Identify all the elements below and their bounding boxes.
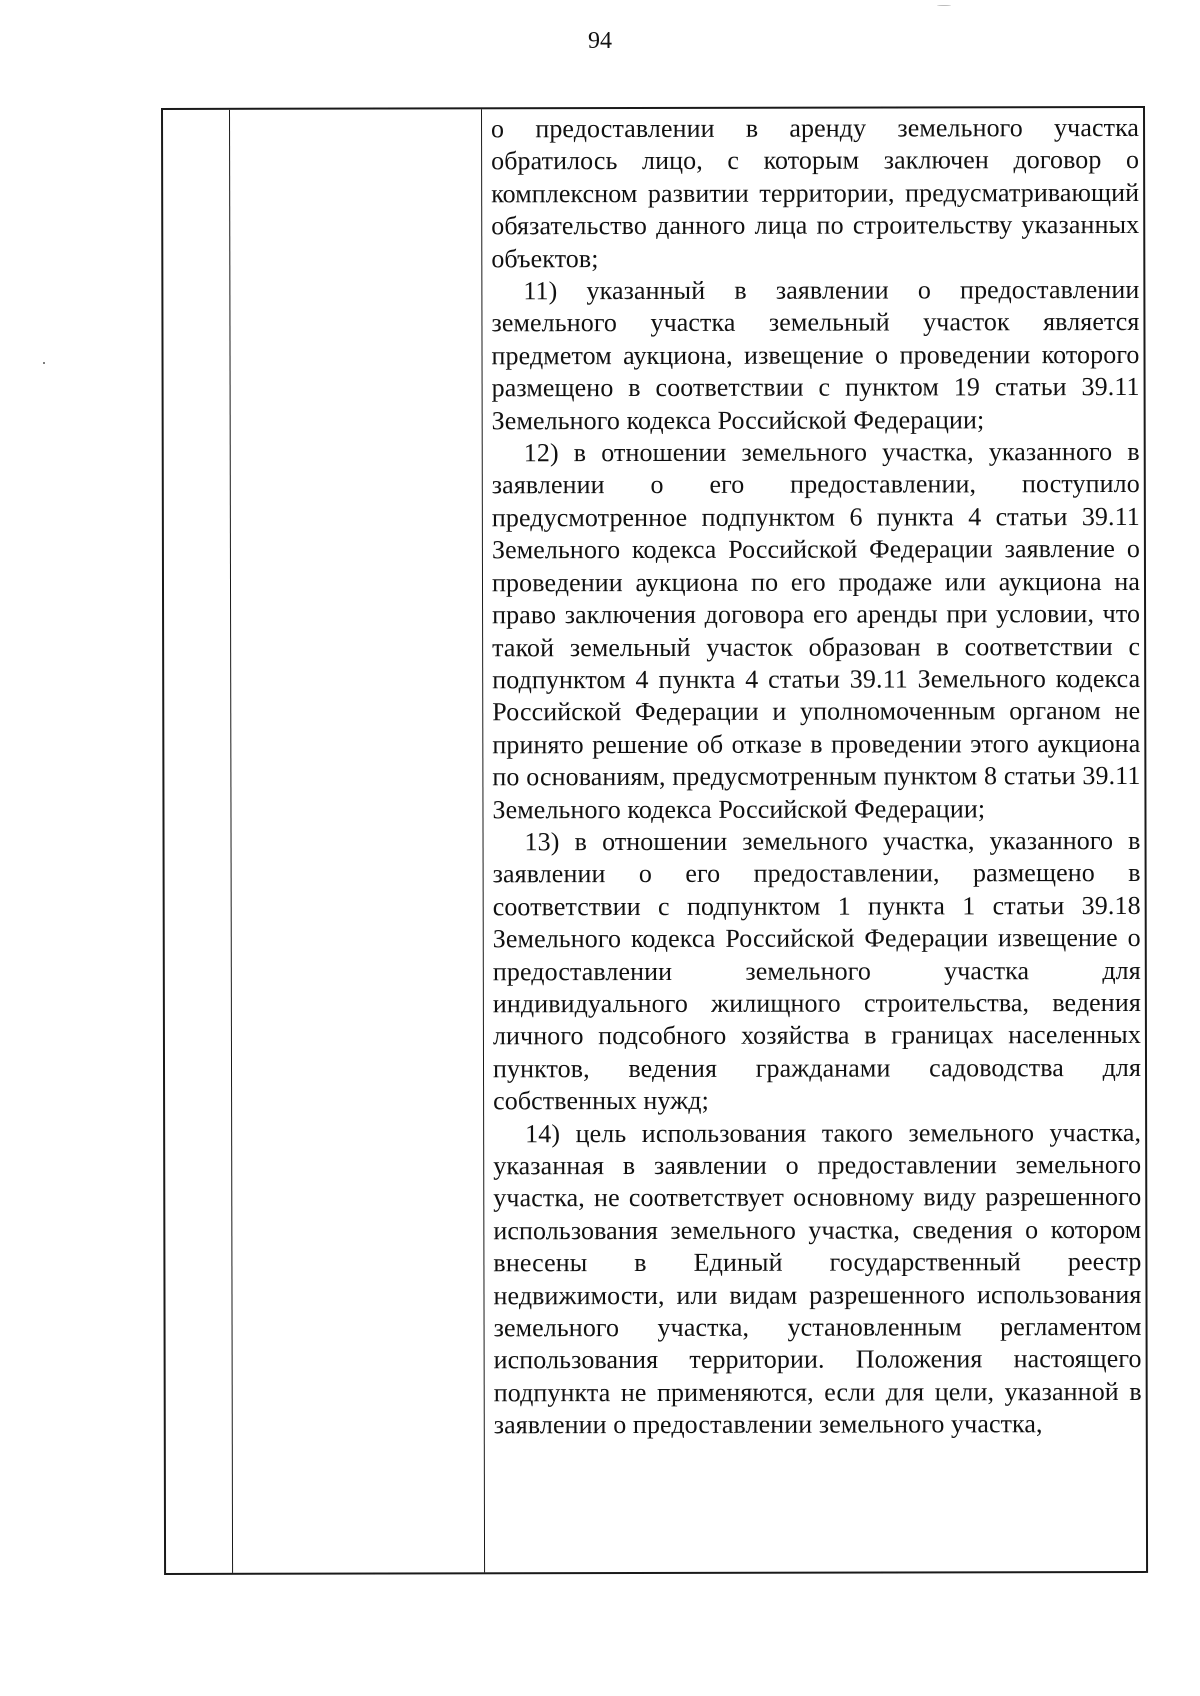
- column-divider-1: [229, 110, 233, 1573]
- paragraph-item-11: 11) указанный в заявлении о предоставлении земельного участка земельный участок является предметом аукциона, извещение о проведении которого размещено в соответствии с пунктом 19 статьи 39.11 Земельного кодекса Российской Федерации;: [491, 274, 1140, 435]
- paragraph-item-12: 12) в отношении земельного участка, указанного в заявлении о его предоставлении, поступило предусмотренное подпунктом 6 пункта 4 статьи 39.11 Земельного кодекса Российской Федерации заявление о проведении аукциона по его продаже или аукциона на право заключения договора его аренды при условии, что такой земельный участок образован в соответствии с подпунктом 4 пункта 4 статьи 39.11 Земельного кодекса Российской Федерации и уполномоченным органом не принято решение об отказе в проведении этого аукциона по основаниям, предусмотренным пунктом 8 статьи 39.11 Земельного кодекса Российской Федерации;: [491, 437, 1141, 824]
- page-number: 94: [588, 28, 612, 54]
- scan-speck: [937, 5, 951, 6]
- paragraph-item-13: 13) в отношении земельного участка, указанного в заявлении о его предоставлении, размещено в соответствии с подпунктом 1 пункта 1 статьи 39.18 Земельного кодекса Российской Федерации извещение о предоставлении земельного участка для индивидуального жилищного строительства, ведения личного подсобного хозяйства в границах населенных пунктов, ведения гражданами садоводства для собственных нужд;: [492, 825, 1142, 1116]
- paragraph-continuation: о предоставлении в аренду земельного участка обратилось лицо, с которым заключен договор о комплексном развитии территории, предусматривающий обязательство данного лица по строительству указанных объектов;: [491, 112, 1140, 273]
- paragraph-item-14: 14) цель использования такого земельного участка, указанная в заявлении о предоставлении земельного участка, не соответствует основному виду разрешенного использования земельного участка, сведения о котором внесены в Единый государственный реестр недвижимости, или видам разрешенного использования земельного участка, установленным регламентом использования территории. Положения настоящего подпункта не применяются, если для цели, указанной в заявлении о предоставлении земельного участка,: [493, 1117, 1142, 1440]
- scan-speck: [43, 362, 45, 364]
- document-table: [161, 106, 1148, 1575]
- column-divider-2: [481, 109, 485, 1572]
- table-text-cell: [491, 112, 1142, 1442]
